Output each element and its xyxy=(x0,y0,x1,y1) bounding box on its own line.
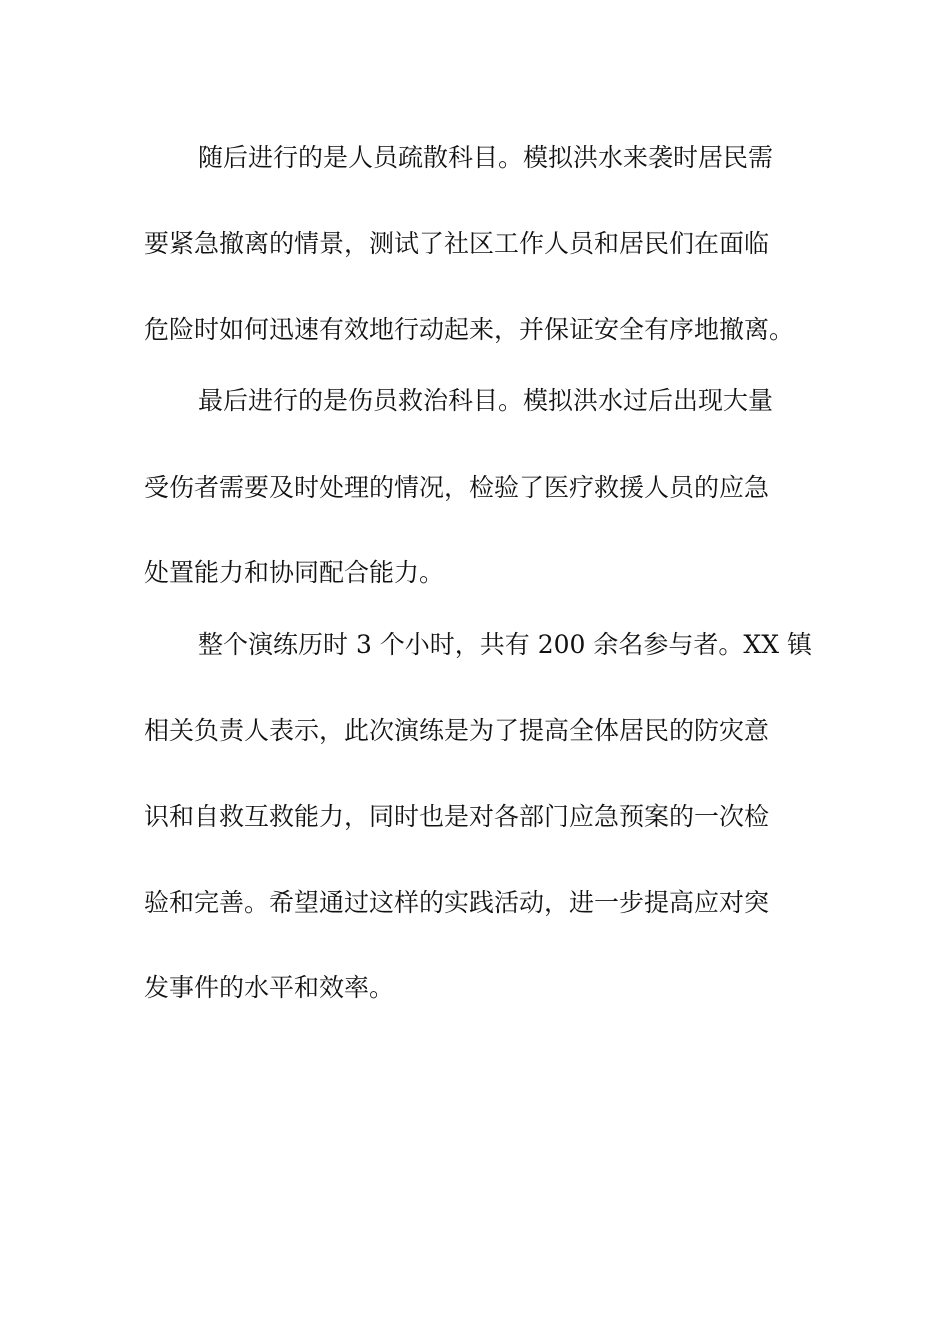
text-line: 整个演练历时 3 个小时，共有 200 余名参与者。XX 镇 xyxy=(198,630,812,659)
text-line: 相关负责人表示，此次演练是为了提高全体居民的防灾意 xyxy=(144,716,770,745)
text-line: 验和完善。希望通过这样的实践活动，进一步提高应对突 xyxy=(144,888,770,917)
text-line: 发事件的水平和效率。 xyxy=(144,973,395,1002)
text-line: 随后进行的是人员疏散科目。模拟洪水来袭时居民需 xyxy=(198,143,774,172)
text-line: 处置能力和协同配合能力。 xyxy=(144,558,445,587)
text-line: 最后进行的是伤员救治科目。模拟洪水过后出现大量 xyxy=(198,386,774,415)
text-line: 识和自救互救能力，同时也是对各部门应急预案的一次检 xyxy=(144,802,770,831)
text-line: 受伤者需要及时处理的情况，检验了医疗救援人员的应急 xyxy=(144,473,770,502)
text-line: 要紧急撤离的情景，测试了社区工作人员和居民们在面临 xyxy=(144,229,770,258)
text-line: 危险时如何迅速有效地行动起来，并保证安全有序地撤离。 xyxy=(144,315,795,344)
